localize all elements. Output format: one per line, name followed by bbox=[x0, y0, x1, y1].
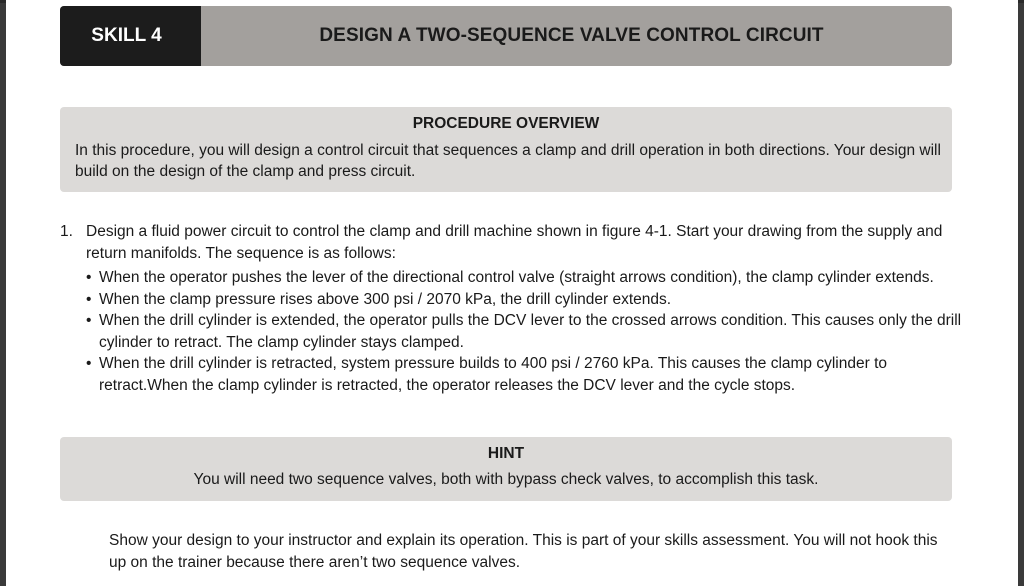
sequence-bullets bbox=[86, 267, 966, 396]
list-item bbox=[86, 267, 966, 289]
hint-box bbox=[60, 437, 952, 501]
list-item bbox=[86, 310, 966, 353]
closing-paragraph: Show your design to your instructor and explain its operation. This is part of your skills assessment. You will not hook this up on the trainer because there aren’t two sequence valves. bbox=[109, 532, 938, 571]
hint-heading: HINT bbox=[487, 445, 525, 462]
skill-label: SKILL 4 bbox=[60, 6, 201, 66]
hint-body: You will need two sequence valves, both with bypass check valves, to accomplish this task. bbox=[193, 471, 819, 488]
bullet-icon: • bbox=[86, 269, 92, 286]
step-number: 1. bbox=[60, 223, 73, 240]
skill-title: DESIGN A TWO-SEQUENCE VALVE CONTROL CIRCUIT bbox=[319, 25, 824, 46]
bullet-icon: • bbox=[86, 290, 92, 308]
overview-body: In this procedure, you will design a control circuit that sequences a clamp and drill operation in both directions. Your design will build on the design of the clamp and press circuit. bbox=[75, 142, 941, 180]
list-item bbox=[86, 353, 966, 396]
bullet-text: When the drill cylinder is retracted, system pressure builds to 400 psi / 2760 kPa. This causes the clamp cylinder to retract.When the clamp cylinder is retracted, the operator releases the DCV lever and the cycle stops. bbox=[99, 355, 887, 394]
list-item bbox=[86, 289, 966, 311]
bullet-text: When the drill cylinder is extended, the operator pulls the DCV lever to the crossed arrows condition. This causes only the drill cylinder to retract. The clamp cylinder stays clamped. bbox=[99, 312, 962, 351]
bullet-text: When the operator pushes the lever of the directional control valve (straight arrows condition), the clamp cylinder extends. bbox=[99, 269, 934, 286]
step-text: Design a fluid power circuit to control the clamp and drill machine shown in figure 4-1. Start your drawing from the supply and return manifolds. The sequence is as follows: bbox=[86, 223, 943, 262]
bullet-icon: • bbox=[86, 355, 92, 372]
bullet-icon: • bbox=[86, 312, 92, 329]
procedure-overview-box bbox=[60, 107, 952, 192]
skill-header-bar bbox=[60, 6, 952, 66]
overview-heading: PROCEDURE OVERVIEW bbox=[412, 115, 600, 132]
bullet-text: When the clamp pressure rises above 300 psi / 2070 kPa, the drill cylinder extends. bbox=[99, 290, 672, 308]
